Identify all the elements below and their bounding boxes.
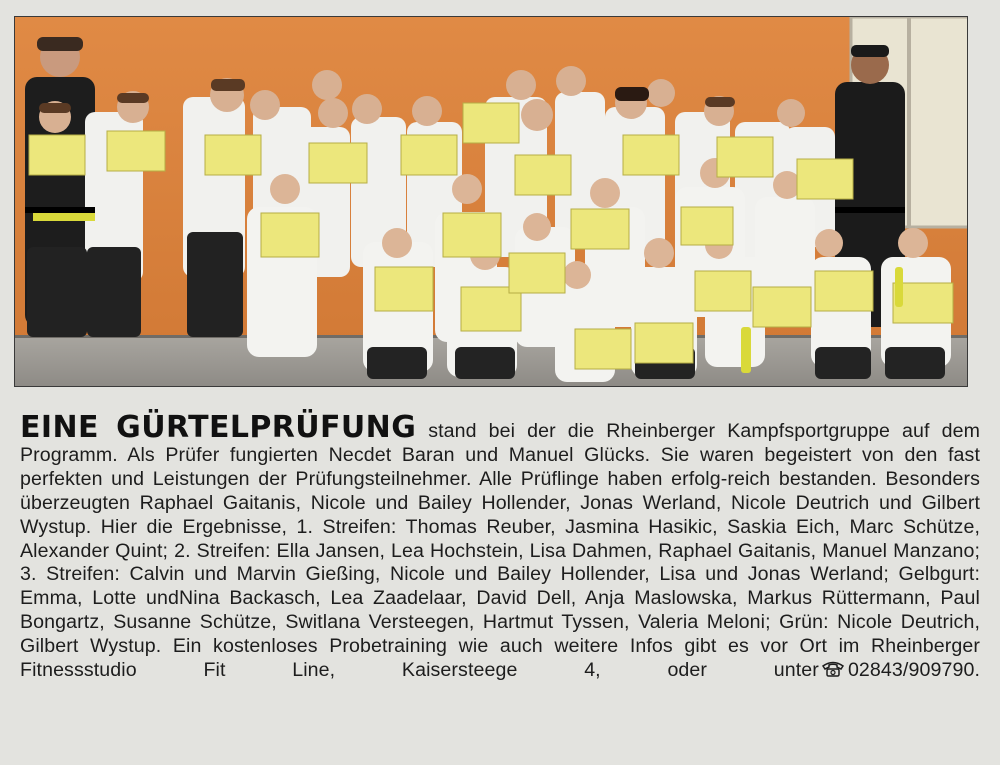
phone-number: 02843/909790. <box>847 659 980 682</box>
article-text <box>20 410 980 683</box>
telephone-icon <box>821 660 845 678</box>
article-headline: EINE GÜRTELPRÜFUNG <box>20 410 417 445</box>
group-photo-illustration <box>15 17 968 387</box>
group-photo <box>14 16 968 387</box>
article-body: stand bei der die Rheinberger Kampfsportgruppe auf dem Programm. Als Prüfer fungierten Necdet Baran und Manuel Glücks. Sie waren begeistert von den fast perfekten und Leistungen der Prüfungsteilnehmer. Alle Prüflinge haben erfolg-reich bestanden. Besonders überzeugten Raphael Gaitanis, Nicole und Bailey Hollender, Jonas Werland, Nicole Deutrich und Gilbert Wystup. Hier die Ergebnisse, 1. Streifen: Thomas Reuber, Jasmina Hasikic, Saskia Eich, Marc Schütze, Alexander Quint; 2. Streifen: Ella Jansen, Lea Hochstein, Lisa Dahmen, Raphael Gaitanis, Manuel Manzano; 3. Streifen: Calvin und Marvin Gießing, Nicole und Bailey Hollender, Lisa und Jonas Werland; Gelbgurt: Emma, Lotte undNina Backasch, Lea Zaadelaar, David Dell, Anja Maslowska, Markus Rüttermann, Paul Bongartz, Susanne Schütze, Switlana Versteegen, Hartmut Tyssen, Valeria Meloni; Grün: Nicole Deutrich, Gilbert Wystup. Ein kostenloses Probetraining wie auch weitere Infos gibt es vor Ort im Rheinberger Fitnessstudio Fit Line, Kaisersteege 4, oder unter <box>20 420 980 682</box>
